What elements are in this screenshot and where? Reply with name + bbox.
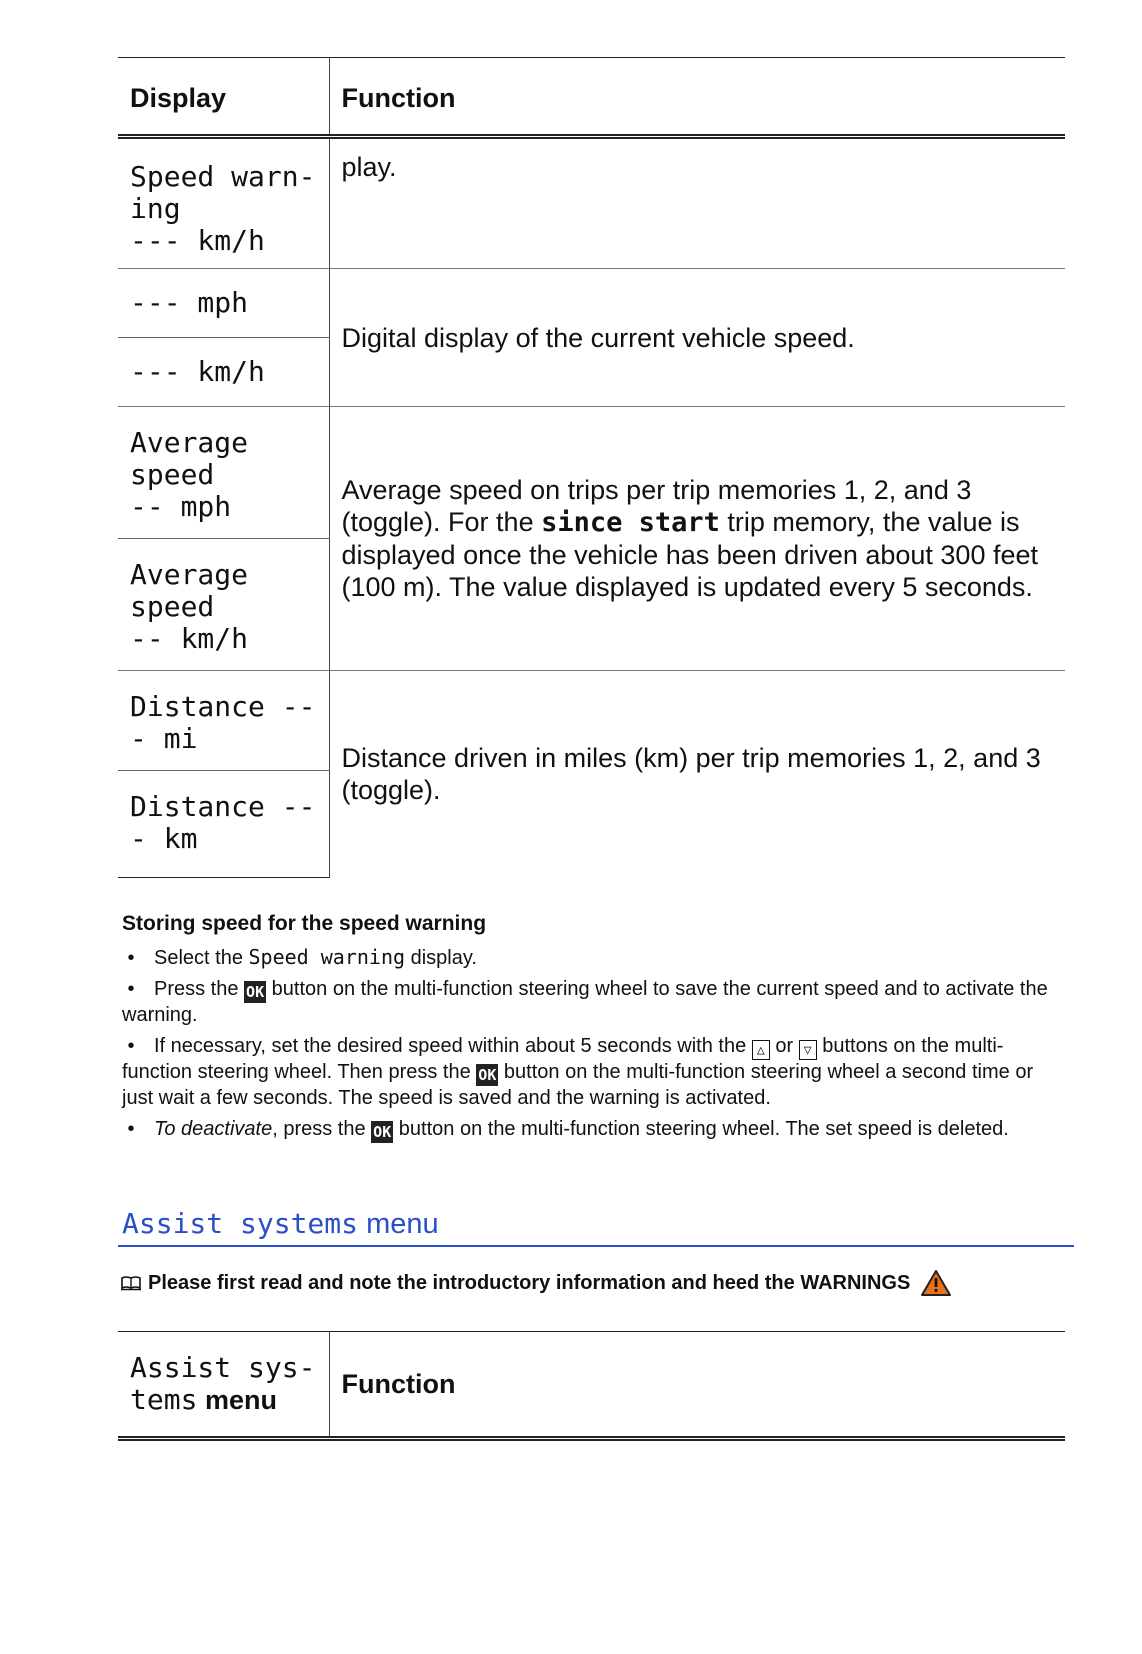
column-header-function: Function bbox=[329, 58, 1065, 137]
list-item: • Select the Speed warning display. bbox=[122, 945, 477, 969]
table-row bbox=[118, 407, 1065, 539]
function-distance: Distance driven in miles (km) per trip memories 1, 2, and 3 (toggle). bbox=[329, 671, 1065, 878]
list-item: • If necessary, set the desired speed within about 5 seconds with the △ or ▽ buttons on the multi-function steering wheel. Then press the OK button on the multi-function steering wheel a second time or just wait a few seconds. The speed is saved and the warning is activated. bbox=[122, 1035, 1034, 1109]
read-first-note bbox=[120, 1269, 952, 1297]
table-header-row bbox=[118, 1332, 1065, 1439]
display-distance-mi: Distance -- - mi bbox=[118, 671, 329, 771]
note-text: Please first read and note the introductory information and heed the WARNINGS bbox=[148, 1271, 911, 1294]
ok-button-icon: OK bbox=[373, 1123, 392, 1141]
heading-text: menu bbox=[358, 1208, 439, 1240]
column-header-function: Function bbox=[329, 1332, 1065, 1439]
step-italic: To deactivate bbox=[154, 1118, 273, 1140]
table-row bbox=[118, 137, 1065, 269]
step-text: buttons on the multi-function steering wheel. Then press the bbox=[122, 1035, 1004, 1083]
step-text: Select the bbox=[154, 947, 249, 969]
function-average-speed bbox=[329, 407, 1065, 671]
step-text: button on the multi-function steering wheel a second time or just wait a few seconds. The speed is saved and the warning is activated. bbox=[122, 1061, 1034, 1109]
step-text: button on the multi-function steering wheel. The set speed is deleted. bbox=[393, 1118, 1009, 1140]
step-text: or bbox=[769, 1035, 799, 1057]
display-kmh: --- km/h bbox=[130, 355, 265, 388]
warning-triangle-icon bbox=[920, 1269, 952, 1297]
display-average-speed-mph: Average speed -- mph bbox=[118, 407, 329, 539]
storing-speed-title: Storing speed for the speed warning bbox=[122, 912, 487, 935]
ok-button-icon: OK bbox=[246, 983, 265, 1001]
avg-function-code: since start bbox=[541, 507, 720, 538]
column-header-display: Display bbox=[118, 58, 329, 137]
display-function-table bbox=[118, 57, 1065, 878]
step-text: button on the multi-function steering wheel to save the current speed and to activate the warning. bbox=[122, 978, 1048, 1026]
column-header-assist-systems-menu bbox=[118, 1332, 329, 1439]
header-code: Assist sys- tems bbox=[130, 1351, 316, 1416]
list-item: • To deactivate, press the OK button on the multi-function steering wheel. The set speed is deleted. bbox=[122, 1118, 1009, 1141]
avg-function-text-2: trip memory, the value is displayed once the vehicle has been driven about 300 feet (100 m). The value displayed is updated every 5 seconds. bbox=[341, 507, 1039, 602]
heading-code: Assist systems bbox=[122, 1207, 359, 1240]
heading-divider bbox=[118, 1245, 1074, 1247]
ok-button-icon: OK bbox=[478, 1066, 497, 1084]
down-arrow-button-icon: ▽ bbox=[799, 1040, 817, 1060]
step-text: If necessary, set the desired speed within about 5 seconds with the bbox=[154, 1035, 752, 1057]
storing-steps-list bbox=[122, 945, 1062, 1150]
avg-function-text-1: Average speed on trips per trip memories 1, 2, and 3 (toggle). For the bbox=[341, 475, 972, 537]
step-code: Speed warning bbox=[248, 945, 406, 969]
function-speed-warning: play. bbox=[329, 137, 1065, 269]
table-row bbox=[118, 269, 1065, 338]
display-speed-warning: Speed warn- ing --- km/h bbox=[130, 160, 316, 257]
book-icon bbox=[120, 1275, 142, 1291]
up-arrow-button-icon: △ bbox=[752, 1040, 770, 1060]
assist-systems-heading bbox=[122, 1207, 439, 1241]
table-row bbox=[118, 671, 1065, 771]
display-distance-km: Distance -- - km bbox=[118, 771, 329, 878]
header-text: menu bbox=[197, 1385, 277, 1415]
table-header-row bbox=[118, 58, 1065, 137]
function-current-speed: Digital display of the current vehicle speed. bbox=[329, 269, 1065, 407]
step-text: display. bbox=[405, 947, 477, 969]
list-item: • Press the OK button on the multi-function steering wheel to save the current speed and to activate the warning. bbox=[122, 978, 1048, 1026]
step-text: , press the bbox=[272, 1118, 372, 1140]
assist-systems-table bbox=[118, 1331, 1065, 1441]
step-text: Press the bbox=[154, 978, 245, 1000]
display-mph: --- mph bbox=[118, 269, 329, 338]
display-average-speed-kmh: Average speed -- km/h bbox=[130, 558, 249, 655]
